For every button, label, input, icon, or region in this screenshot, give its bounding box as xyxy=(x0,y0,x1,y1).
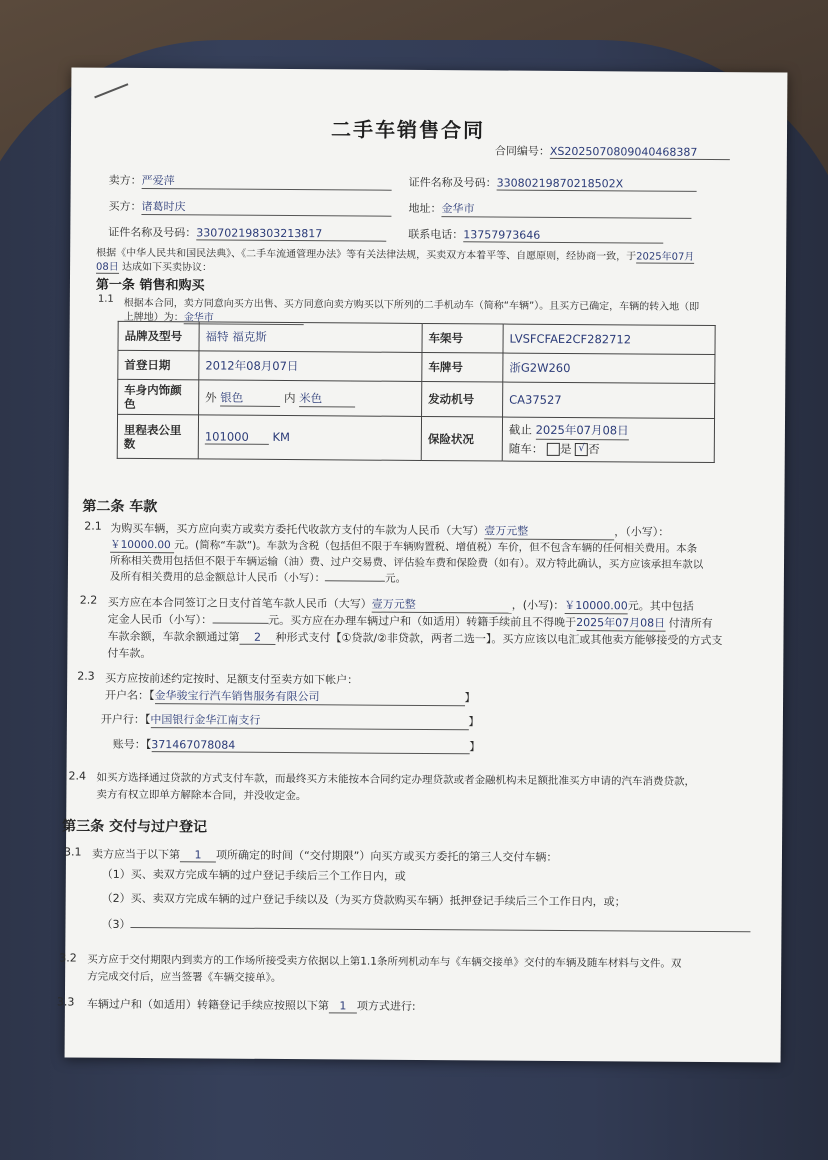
clause-2-4-line-2: 卖方有权立即单方解除本合同，并没收定金。 xyxy=(96,788,307,803)
buyer-id-row: 证件名称及号码：330702198303213817 xyxy=(108,224,386,242)
clause-3-1-num: 3.1 xyxy=(63,845,82,859)
first-payment-figures: ￥10000.00 xyxy=(564,598,628,613)
color-value: 外 银色 内 米色 xyxy=(199,380,422,417)
clause-2-3-line-1: 买方应按前述约定按时、足额支付至卖方如下帐户： xyxy=(105,671,359,687)
plate-value: 浙G2W260 xyxy=(503,353,715,383)
insurance-until: 2025年07月08日 xyxy=(536,421,629,441)
engine-value: CA37527 xyxy=(503,382,715,418)
mileage-unit: KM xyxy=(272,429,291,445)
intro-line-2: 08日 达成如下买卖协议： xyxy=(96,258,212,275)
outer-color: 银色 xyxy=(220,389,280,406)
contract-paper xyxy=(56,68,788,1063)
checkbox-yes[interactable] xyxy=(547,443,560,456)
account-bank: 中国银行金华江南支行 xyxy=(150,711,468,730)
insurance-value: 截止 2025年07月08日 随车： 是 √ 否 xyxy=(502,417,714,462)
table-row xyxy=(118,379,715,418)
buyer-phone: 13757973646 xyxy=(463,228,663,243)
clause-3-1-option-1: （1）买、卖双方完成车辆的过户登记手续后三个工作日内，或 xyxy=(101,867,406,883)
clause-1-1-line-2: 上牌地）为：金华市 xyxy=(124,308,304,325)
contract-title: 二手车销售合同 xyxy=(330,117,486,143)
vehicle-table xyxy=(117,321,716,463)
balance-due-date: 2025年07月08日 xyxy=(576,616,666,630)
frame-value: LVSFCFAE2CF282712 xyxy=(503,324,715,354)
clause-3-1-line-1: 卖方应当于以下第 1 项所确定的时间（“交付期限”）向买方或买方委托的第三人交付车辆： xyxy=(91,847,558,864)
clause-3-1-option-2: （2）买、卖双方完成车辆的过户登记手续以及（为买方贷款购买车辆）抵押登记手续后三个工作日内，或； xyxy=(101,891,626,909)
clause-2-2-line-2: 定金人民币（小写）： 元。买方应在办理车辆过户和（如适用）转籍手续前且不得晚于2025年07月08日 付清所有 xyxy=(107,612,713,631)
clause-2-4-num: 2.4 xyxy=(68,769,87,783)
transfer-option-number: 1 xyxy=(329,999,357,1013)
brand-value: 福特 福克斯 xyxy=(199,322,422,353)
table-row xyxy=(117,414,714,462)
buyer-id: 330702198303213817 xyxy=(196,226,386,241)
clause-3-3-num: 3.3 xyxy=(56,995,75,1009)
contract-number: 合同编号：XS2025070809040468387 xyxy=(495,142,730,160)
delivery-option-number: 1 xyxy=(180,848,216,862)
paper-mark xyxy=(94,83,128,98)
seller-name: 严爱萍 xyxy=(142,172,392,191)
clause-2-1-line-1: 为购买车辆，买方应向卖方或卖方委托代收款方支付的车款为人民币（大写）壹万元整 ，（小写）： xyxy=(110,521,670,539)
phone-row: 联系电话：13757973646 xyxy=(408,226,663,244)
insurance-label: 保险状况 xyxy=(421,416,502,461)
mileage-value xyxy=(198,415,421,461)
option-3-blank xyxy=(130,927,750,932)
address-row: 地址：金华市 xyxy=(408,200,691,219)
table-row xyxy=(118,321,715,354)
plate-label: 车牌号 xyxy=(422,352,503,382)
intro-date-a: 2025年07月 xyxy=(636,247,694,263)
seller-id-row: 证件名称及号码：33080219870218502X xyxy=(409,174,697,192)
clause-2-2-num: 2.2 xyxy=(79,593,98,607)
intro-date-b: 08日 xyxy=(96,258,119,274)
clause-2-1-line-4: 及所有相关费用的总金额总计人民币（小写）： 元。 xyxy=(109,570,407,585)
inner-color: 米色 xyxy=(299,390,355,407)
account-bank-row: 开户行：【中国银行金华江南支行 】 xyxy=(100,712,480,729)
first-payment-words: 壹万元整 xyxy=(372,596,512,614)
buyer-address: 金华市 xyxy=(441,200,691,219)
clause-2-1-num: 2.1 xyxy=(84,519,102,533)
frame-label: 车架号 xyxy=(422,323,503,353)
clause-2-2-line-3: 车款余额，车款余额通过第 2 种形式支付【①贷款/②非贷款，两者二选一】。买方应该以电汇或其他卖方能够接受的方式支 xyxy=(107,629,723,648)
intro-line-1: 根据《中华人民共和国民法典》、《二手车流通管理办法》等有关法律法规，买卖双方本着平等、自愿原则，经协商一致，于2025年07月 xyxy=(96,247,695,263)
regdate-label: 首登日期 xyxy=(118,350,199,380)
clause-3-1-option-3: （3） xyxy=(101,916,750,937)
account-name: 金华骏宝行汽车销售服务有限公司 xyxy=(155,687,465,706)
buyer-row: 买方：诸葛时庆 xyxy=(108,198,391,217)
clause-1-1-num: 1.1 xyxy=(97,293,114,305)
transfer-city: 金华市 xyxy=(184,308,304,325)
mileage-number: 101000 xyxy=(205,429,269,444)
clause-2-1-line-2: ￥10000.00 元。(简称“车款”)。车款为含税（包括但不限于车辆购置税、增值税）车价，但不包含车辆的任何相关费用。本条 xyxy=(110,538,698,555)
clause-3-3-line-1: 车辆过户和（如适用）转籍登记手续应按照以下第 1 项方式进行: xyxy=(86,997,416,1013)
clause-3-2-num: 3.2 xyxy=(59,951,77,965)
clause-3-2-line-2: 方完成交付后，应当签署《车辆交接单》。 xyxy=(87,970,282,985)
seller-id: 33080219870218502X xyxy=(497,176,697,191)
clause-1-1-line-1: 根据本合同，卖方同意向买方出售、买方同意向卖方购买以下所列的二手机动车（简称“车辆”）。且买方已确定，车辆的转入地（即 xyxy=(123,297,700,313)
total-amount-blank xyxy=(325,580,385,581)
deposit-blank xyxy=(212,623,268,624)
regdate-value: 2012年08月07日 xyxy=(199,351,422,382)
seller-row: 卖方：严爱萍 xyxy=(109,172,392,191)
clause-3-2-line-1: 买方应于交付期限内到卖方的工作场所接受卖方依据以上第1.1条所列机动车与《车辆交接单》交付的车辆及随车材料与文件。双 xyxy=(87,953,682,970)
engine-label: 发动机号 xyxy=(422,381,503,417)
contract-number-value: XS2025070809040468387 xyxy=(550,145,730,160)
account-name-row: 开户名：【金华骏宝行汽车销售服务有限公司 】 xyxy=(105,688,476,705)
article-2-title: 第二条 车款 xyxy=(82,498,158,516)
checkbox-no[interactable]: √ xyxy=(575,443,588,456)
clause-2-1-line-3: 所称相关费用包括但不限于车辆运输（油）费、过户交易费、评估验车费和保险费（如有）。双方特此确认，买方应该承担车款以 xyxy=(109,554,704,571)
table-row xyxy=(118,350,715,383)
payment-method-number: 2 xyxy=(239,631,275,645)
clause-2-4-line-1: 如买方选择通过贷款的方式支付车款，而最终买方未能按本合同约定办理贷款或者金融机构未足额批准买方申请的汽车消费贷款， xyxy=(96,771,696,788)
price-in-words: 壹万元整 xyxy=(484,522,614,540)
price-in-figures: ￥10000.00 xyxy=(110,537,174,553)
color-label: 车身内饰颜色 xyxy=(118,379,199,415)
clause-2-2-line-4: 付车款。 xyxy=(107,646,152,661)
article-1-title: 第一条 销售和购买 xyxy=(95,277,205,294)
clause-2-2-line-1: 买方应在本合同签订之日支付首笔车款人民币（大写）壹万元整 ，(小写)：￥10000.00元。其中包括 xyxy=(107,595,694,613)
brand-label: 品牌及型号 xyxy=(118,321,199,351)
mileage-label: 里程表公里数 xyxy=(117,414,198,459)
account-number: 371467078084 xyxy=(151,738,469,754)
account-number-row: 账号：【371467078084 】 xyxy=(112,737,481,754)
article-3-title: 第三条 交付与过户登记 xyxy=(62,818,208,836)
clause-2-3-num: 2.3 xyxy=(77,669,95,683)
buyer-name: 诸葛时庆 xyxy=(141,198,391,217)
